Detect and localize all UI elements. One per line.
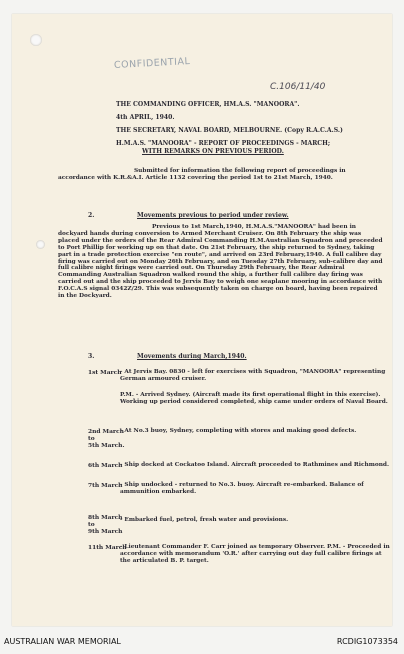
entry-date: 7th March [88,482,123,489]
header-from: THE COMMANDING OFFICER, HM.A.S. "MANOORA". [116,101,300,108]
entry-date: 1st March [88,369,122,376]
section-2-body: Previous to 1st March,1940, H.M.A.S."MANOORA" had been in dockyard hands during conversion to Armed Merchant Cruiser. On 8th February the ship was placed under the orders of the Rear Admiral Commanding H.M.Australian Squadron and proceeded to Port Phillip for working up on that date. On 21st February, the ship returned to Sydney, taking part in a trade protection exercise "en route", and arrived on 23rd February,1940. A full calibre day firing was carried out on Monday 26th February, and on Tuesday 27th February, sub-calibre day and full calibre night firings were carried out. On Thursday 29th February, the Rear Admiral Commanding Australian Squadron walked round the ship, a further full calibre day firing was carried out and the ship proceeded to Jervis Bay to weigh one seaplane mooring in accordance with F.O.C.A.S signal 0342Z/29. This was subsequently taken on charge on board, having been repaired in the Dockyard. [58,224,383,300]
handwritten-reference: C.106/11/40 [270,82,326,92]
header-to: THE SECRETARY, NAVAL BOARD, MELBOURNE. (Copy R.A.C.A.S.) [116,127,343,134]
entry-text: - Lieutenant Commander F. Carr joined as temporary Observer. P.M. - Proceeded in accordance with memorandum 'O.R.' after carrying out day full calibre firings at the articulated B. P. target. [120,544,390,564]
document-page [12,14,392,626]
entry-text: P.M. - Arrived Sydney. (Aircraft made its first operational flight in this exercise). Working up period considered completed, ship came under orders of Naval Board. [120,392,388,405]
confidential-stamp: CONFIDENTIAL [113,56,191,71]
footer-record-id: RCDIG1073354 [336,637,398,646]
punch-hole-top [30,34,42,46]
entry-text: - Ship docked at Cockatoo Island. Aircraft proceeded to Rathmines and Richmond. [120,462,389,468]
section-2-heading: Movements previous to period under review. [137,212,289,219]
entry-date: 6th March [88,462,123,469]
header-subject-1: H.M.A.S. "MANOORA" - REPORT OF PROCEEDINGS - MARCH; [116,140,331,147]
entry-date: 2nd March to 5th March. [88,428,125,449]
section-3-number: 3. [88,353,95,360]
section-3-heading: Movements during March,1940. [137,353,247,360]
header-date: 4th APRIL, 1940. [116,114,175,121]
section-2-number: 2. [88,212,95,219]
footer-institution: AUSTRALIAN WAR MEMORIAL [4,637,121,646]
entry-text: - At No.3 buoy, Sydney, completing with stores and making good defects. [120,428,357,434]
entry-date: 11th March [88,544,127,551]
punch-hole-middle [36,240,45,249]
entry-text: - Embarked fuel, petrol, fresh water and provisions. [120,517,289,523]
intro-paragraph: Submitted for information the following report of proceedings in accordance with K.R.&A.I. Article 1132 covering the period 1st to 21st March, 1940. [58,168,346,181]
entry-date: 8th March to 9th March [88,514,123,535]
entry-text: - At Jervis Bay. 0830 - left for exercises with Squadron, "MANOORA" representing German armoured cruiser. [120,369,386,382]
entry-text: - Ship undocked - returned to No.3. buoy. Aircraft re-embarked. Balance of ammunition embarked. [120,482,364,495]
header-subject-2: WITH REMARKS ON PREVIOUS PERIOD. [142,148,284,155]
